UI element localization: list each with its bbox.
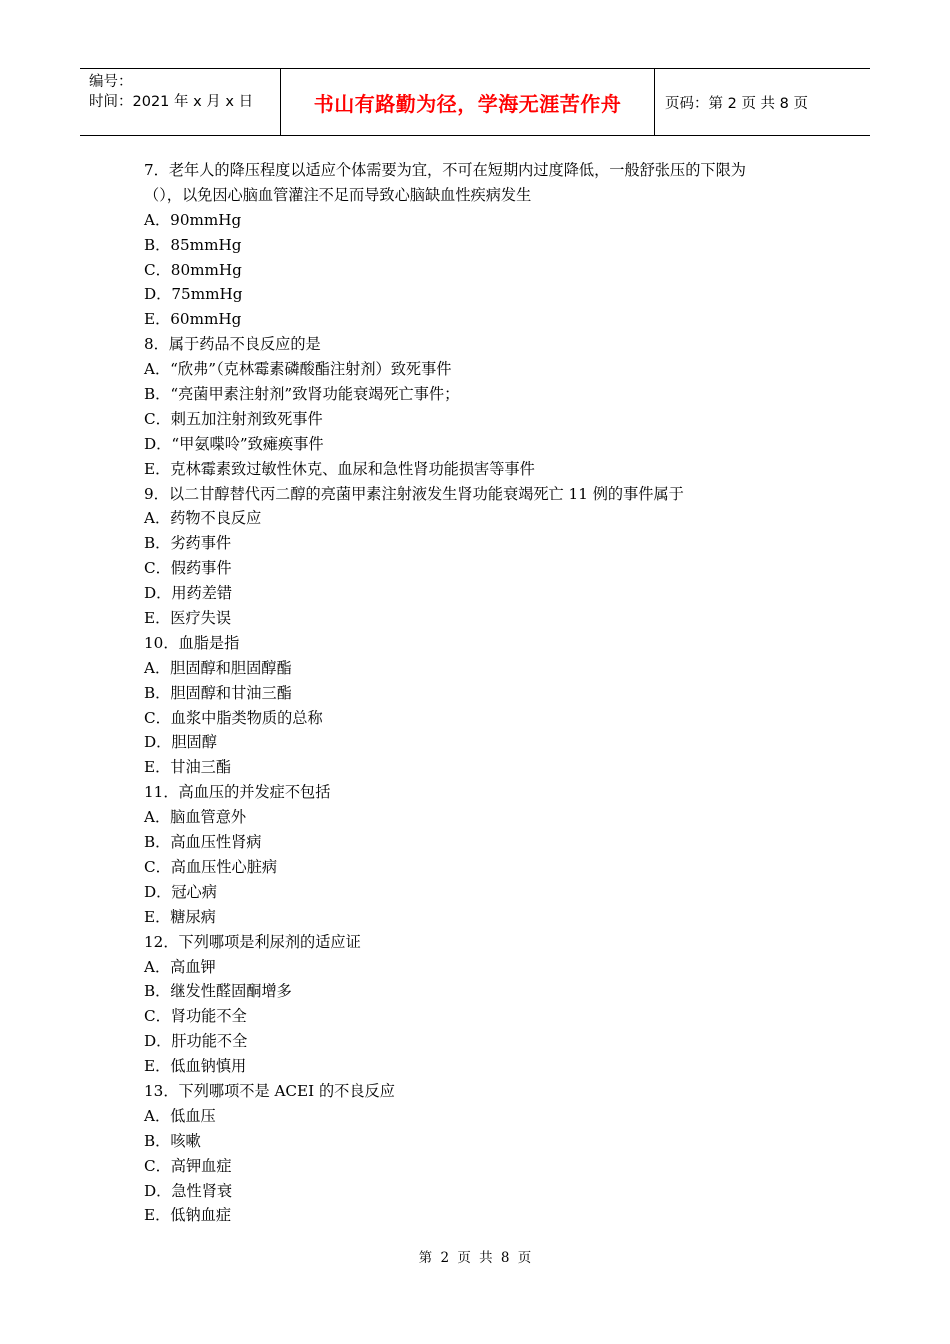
text-line: A．胆固醇和胆固醇酯 bbox=[144, 658, 292, 677]
text-line: E．低钠血症 bbox=[144, 1206, 232, 1225]
text-line: D．肝功能不全 bbox=[144, 1032, 248, 1051]
text-line: E．60mmHg bbox=[144, 310, 242, 329]
header-meta bbox=[80, 69, 281, 135]
page-header bbox=[80, 68, 870, 136]
header-motto: 书山有路勤为径，学海无涯苦作舟 bbox=[281, 69, 655, 135]
text-line: B．胆固醇和甘油三酯 bbox=[144, 683, 292, 702]
text-line: C．血浆中脂类物质的总称 bbox=[144, 708, 323, 727]
text-line: C．刺五加注射剂致死事件 bbox=[144, 409, 323, 428]
text-line: 12．下列哪项是利尿剂的适应证 bbox=[144, 932, 361, 951]
text-line: 9．以二甘醇替代丙二醇的亮菌甲素注射液发生肾功能衰竭死亡 11 例的事件属于 bbox=[144, 484, 684, 503]
page-footer: 第 2 页 共 8 页 bbox=[418, 1250, 532, 1266]
text-line: E．糖尿病 bbox=[144, 907, 216, 926]
text-line: E．低血钠慎用 bbox=[144, 1057, 247, 1076]
text-line: 13．下列哪项不是 ACEI 的不良反应 bbox=[144, 1081, 395, 1100]
text-line: E．甘油三酯 bbox=[144, 758, 232, 777]
text-line: A．脑血管意外 bbox=[144, 808, 247, 827]
text-line: B．“亮菌甲素注射剂”致肾功能衰竭死亡事件； bbox=[144, 385, 460, 404]
text-line: B．继发性醛固酮增多 bbox=[144, 982, 292, 1001]
text-line: B．高血压性肾病 bbox=[144, 833, 262, 852]
text-line: 10．血脂是指 bbox=[144, 633, 240, 652]
text-line: D．75mmHg bbox=[144, 285, 243, 304]
text-line: C．高血压性心脏病 bbox=[144, 857, 278, 876]
text-line: C．假药事件 bbox=[144, 559, 232, 578]
text-line: 7．老年人的降压程度以适应个体需要为宜，不可在短期内过度降低，一般舒张压的下限为 bbox=[144, 161, 746, 179]
text-line: D．胆固醇 bbox=[144, 733, 217, 752]
text-line: A．高血钾 bbox=[144, 957, 216, 976]
text-line: D．“甲氨喋呤”致瘫痪事件 bbox=[144, 434, 324, 453]
text-line: C．80mmHg bbox=[144, 260, 242, 279]
text-line: A．90mmHg bbox=[144, 210, 242, 229]
text-line: （），以免因心脑血管灌注不足而导致心脑缺血性疾病发生 bbox=[144, 185, 532, 204]
text-line: D．用药差错 bbox=[144, 584, 233, 603]
document-time: 时间：2021 年 x 月 x 日 bbox=[89, 94, 254, 110]
text-line: A．药物不良反应 bbox=[144, 509, 262, 528]
question-content bbox=[144, 158, 816, 1228]
text-line: 8．属于药品不良反应的是 bbox=[144, 335, 321, 354]
document-number-label: 编号： bbox=[89, 74, 133, 90]
text-line: A．低血压 bbox=[144, 1106, 216, 1125]
text-line: C．肾功能不全 bbox=[144, 1007, 247, 1026]
text-line: E．克林霉素致过敏性休克、血尿和急性肾功能损害等事件 bbox=[144, 459, 535, 478]
text-line: D．冠心病 bbox=[144, 882, 217, 901]
text-line: B．劣药事件 bbox=[144, 534, 232, 553]
text-line: C．高钾血症 bbox=[144, 1156, 232, 1175]
text-line: 11．高血压的并发症不包括 bbox=[144, 783, 331, 802]
text-line: B．85mmHg bbox=[144, 235, 242, 254]
text-line: B．咳嗽 bbox=[144, 1131, 201, 1150]
header-page-info: 页码：第 2 页 共 8 页 bbox=[665, 95, 808, 112]
text-line: D．急性肾衰 bbox=[144, 1181, 233, 1200]
text-line: E．医疗失误 bbox=[144, 609, 232, 628]
text-line: A．“欣弗”（克林霉素磷酸酯注射剂）致死事件 bbox=[144, 360, 452, 379]
